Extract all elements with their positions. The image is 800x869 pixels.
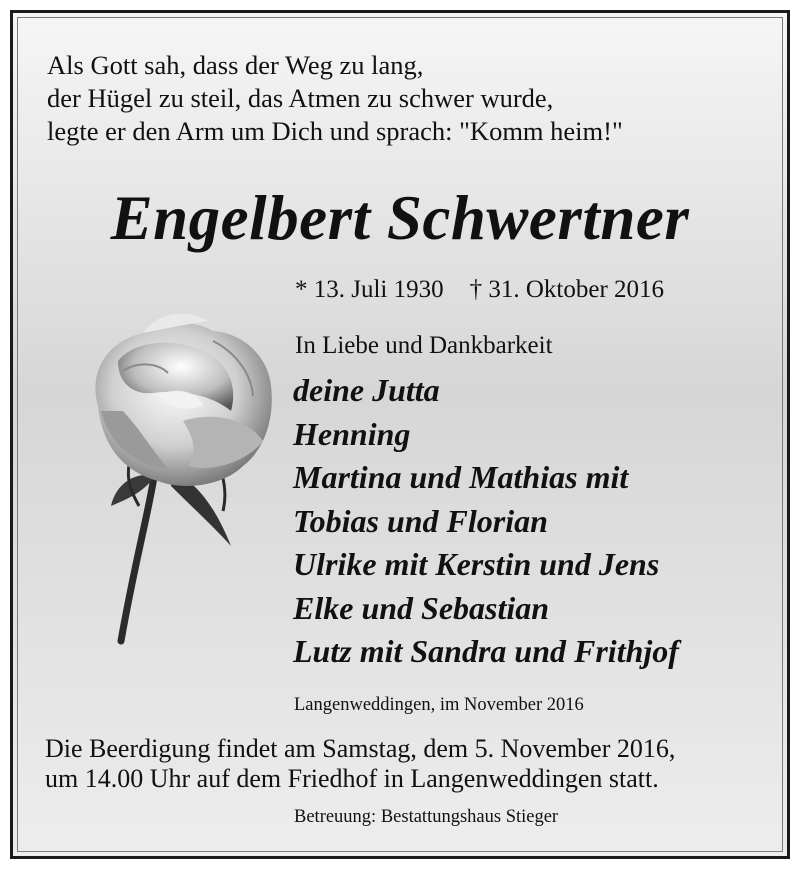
- poem-line: der Hügel zu steil, das Atmen zu schwer wurde,: [47, 83, 554, 113]
- family-member: deine Jutta: [293, 372, 440, 408]
- family-member: Martina und Mathias mit: [293, 459, 629, 495]
- family-member: Henning: [293, 415, 411, 452]
- place-date: Langenweddingen, im November 2016: [294, 695, 584, 715]
- rose-icon: [63, 301, 283, 661]
- family-member: Tobias und Florian: [293, 502, 548, 539]
- poem-line: legte er den Arm um Dich und sprach: "Komm heim!": [47, 116, 623, 146]
- birth-date: * 13. Juli 1930: [295, 276, 444, 303]
- family-list: [293, 369, 679, 674]
- funeral-info: [45, 734, 675, 794]
- funeral-line: Die Beerdigung findet am Samstag, dem 5. November 2016,: [45, 734, 676, 763]
- family-member: Lutz mit Sandra und Frithjof: [293, 633, 679, 669]
- poem-line: Als Gott sah, dass der Weg zu lang,: [47, 50, 424, 80]
- funeral-line: um 14.00 Uhr auf dem Friedhof in Langenweddingen statt.: [45, 764, 659, 793]
- poem: [47, 49, 623, 148]
- signoff: In Liebe und Dankbarkeit: [295, 332, 553, 359]
- life-dates: [295, 275, 664, 305]
- funeral-home: Betreuung: Bestattungshaus Stieger: [294, 807, 559, 827]
- death-date: † 31. Oktober 2016: [469, 276, 665, 303]
- deceased-name: Engelbert Schwertner: [110, 183, 690, 253]
- family-member: Elke und Sebastian: [293, 589, 550, 626]
- obituary-notice: [10, 10, 790, 859]
- family-member: Ulrike mit Kerstin und Jens: [293, 546, 660, 582]
